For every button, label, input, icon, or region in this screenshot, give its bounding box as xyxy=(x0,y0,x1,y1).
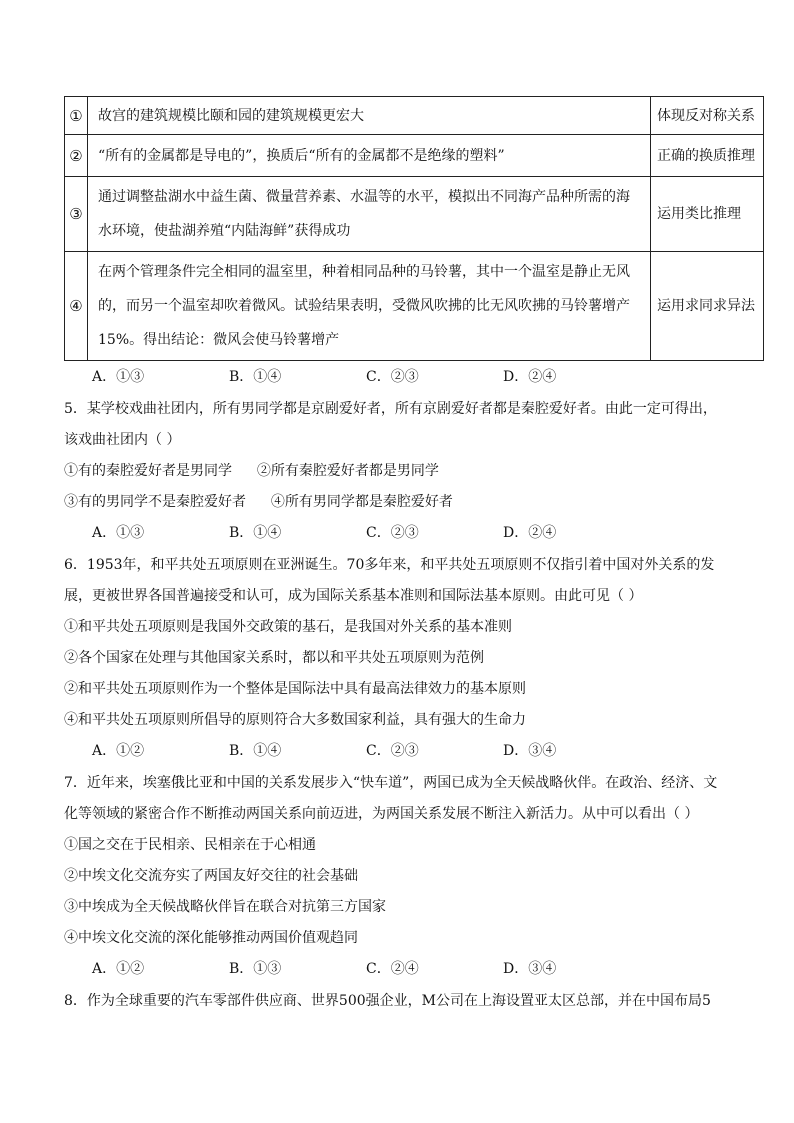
row-statement: 在两个管理条件完全相同的温室里，种着相同品种的马铃薯，其中一个温室是静止无风的，而另一个温室却吹着微风。试验结果表明，受微风吹拂的比无风吹拂的马铃薯增产15%。得出结论：微风会使马铃薯增产 xyxy=(88,252,651,361)
statement-item: ②中埃文化交流夯实了两国友好交往的社会基础 xyxy=(64,868,358,884)
option-b[interactable]: B．①④ xyxy=(229,369,282,385)
question-5-items-row1 xyxy=(64,460,439,480)
statement-item: ①有的秦腔爱好者是男同学 xyxy=(64,463,232,479)
statement-item: ④和平共处五项原则所倡导的原则符合大多数国家利益，具有强大的生命力 xyxy=(64,712,526,728)
option-d[interactable]: D．③④ xyxy=(503,961,557,977)
question-6-stem: 6．1953年，和平共处五项原则在亚洲诞生。70多年来，和平共处五项原则不仅指引着中国对外关系的发 xyxy=(64,557,715,573)
row-statement: 故宫的建筑规模比颐和园的建筑规模更宏大 xyxy=(88,97,651,135)
question-7-stem-cont: 化等领域的紧密合作不断推动两国关系向前迈进，为两国关系发展不断注入新活力。从中可以看出（ ） xyxy=(64,806,699,822)
statement-item: ③有的男同学不是秦腔爱好者 xyxy=(64,494,246,510)
table-row xyxy=(65,135,764,177)
option-c[interactable]: C．②③ xyxy=(366,369,419,385)
option-a[interactable]: A．①③ xyxy=(92,369,145,385)
row-result: 体现反对称关系 xyxy=(651,97,764,135)
logic-table xyxy=(64,96,764,361)
statement-item: ②各个国家在处理与其他国家关系时，都以和平共处五项原则为范例 xyxy=(64,650,484,666)
answer-options xyxy=(92,958,640,978)
table-row xyxy=(65,177,764,252)
row-number: ③ xyxy=(65,177,88,252)
statement-item: ④所有男同学都是秦腔爱好者 xyxy=(270,494,453,510)
statement-item: ④中埃文化交流的深化能够推动两国价值观趋同 xyxy=(64,930,358,946)
question-5-stem: 5．某学校戏曲社团内，所有男同学都是京剧爱好者，所有京剧爱好者都是秦腔爱好者。由此一定可得出， xyxy=(64,401,717,417)
row-statement: “所有的金属都是导电的”，换质后“所有的金属都不是绝缘的塑料” xyxy=(88,135,651,177)
answer-options xyxy=(92,366,640,386)
option-b[interactable]: B．①④ xyxy=(229,743,282,759)
option-b[interactable]: B．①③ xyxy=(229,961,282,977)
answer-options xyxy=(92,740,640,760)
row-number: ② xyxy=(65,135,88,177)
answer-options xyxy=(92,522,640,542)
option-a[interactable]: A．①③ xyxy=(92,525,145,541)
row-statement: 通过调整盐湖水中益生菌、微量营养素、水温等的水平，模拟出不同海产品种所需的海水环境，使盐湖养殖“内陆海鲜”获得成功 xyxy=(88,177,651,252)
option-d[interactable]: D．③④ xyxy=(503,743,557,759)
option-d[interactable]: D．②④ xyxy=(503,525,557,541)
row-number: ① xyxy=(65,97,88,135)
statement-item: ②所有秦腔爱好者都是男同学 xyxy=(256,463,439,479)
option-b[interactable]: B．①④ xyxy=(229,525,282,541)
row-result: 运用求同求异法 xyxy=(651,252,764,361)
row-result: 正确的换质推理 xyxy=(651,135,764,177)
statement-item: ①国之交在于民相亲、民相亲在于心相通 xyxy=(64,837,316,853)
row-number: ④ xyxy=(65,252,88,361)
question-5-stem-cont: 该戏曲社团内（ ） xyxy=(64,432,181,448)
question-8-stem: 8．作为全球重要的汽车零部件供应商、世界500强企业，M公司在上海设置亚太区总部，并在中国布局5 xyxy=(64,993,711,1009)
option-a[interactable]: A．①② xyxy=(92,961,145,977)
question-5-items-row2 xyxy=(64,491,453,511)
question-6-stem-cont: 展，更被世界各国普遍接受和认可，成为国际关系基本准则和国际法基本原则。由此可见（ ） xyxy=(64,588,643,604)
statement-item: ①和平共处五项原则是我国外交政策的基石，是我国对外关系的基本准则 xyxy=(64,619,512,635)
option-c[interactable]: C．②④ xyxy=(366,961,419,977)
option-c[interactable]: C．②③ xyxy=(366,743,419,759)
statement-item: ②和平共处五项原则作为一个整体是国际法中具有最高法律效力的基本原则 xyxy=(64,681,526,697)
option-a[interactable]: A．①② xyxy=(92,743,145,759)
statement-item: ③中埃成为全天候战略伙伴旨在联合对抗第三方国家 xyxy=(64,899,386,915)
question-7-stem: 7．近年来，埃塞俄比亚和中国的关系发展步入“快车道”，两国已成为全天候战略伙伴。在政治、经济、文 xyxy=(64,775,718,791)
table-row xyxy=(65,97,764,135)
option-d[interactable]: D．②④ xyxy=(503,369,557,385)
option-c[interactable]: C．②③ xyxy=(366,525,419,541)
table-row xyxy=(65,252,764,361)
row-result: 运用类比推理 xyxy=(651,177,764,252)
